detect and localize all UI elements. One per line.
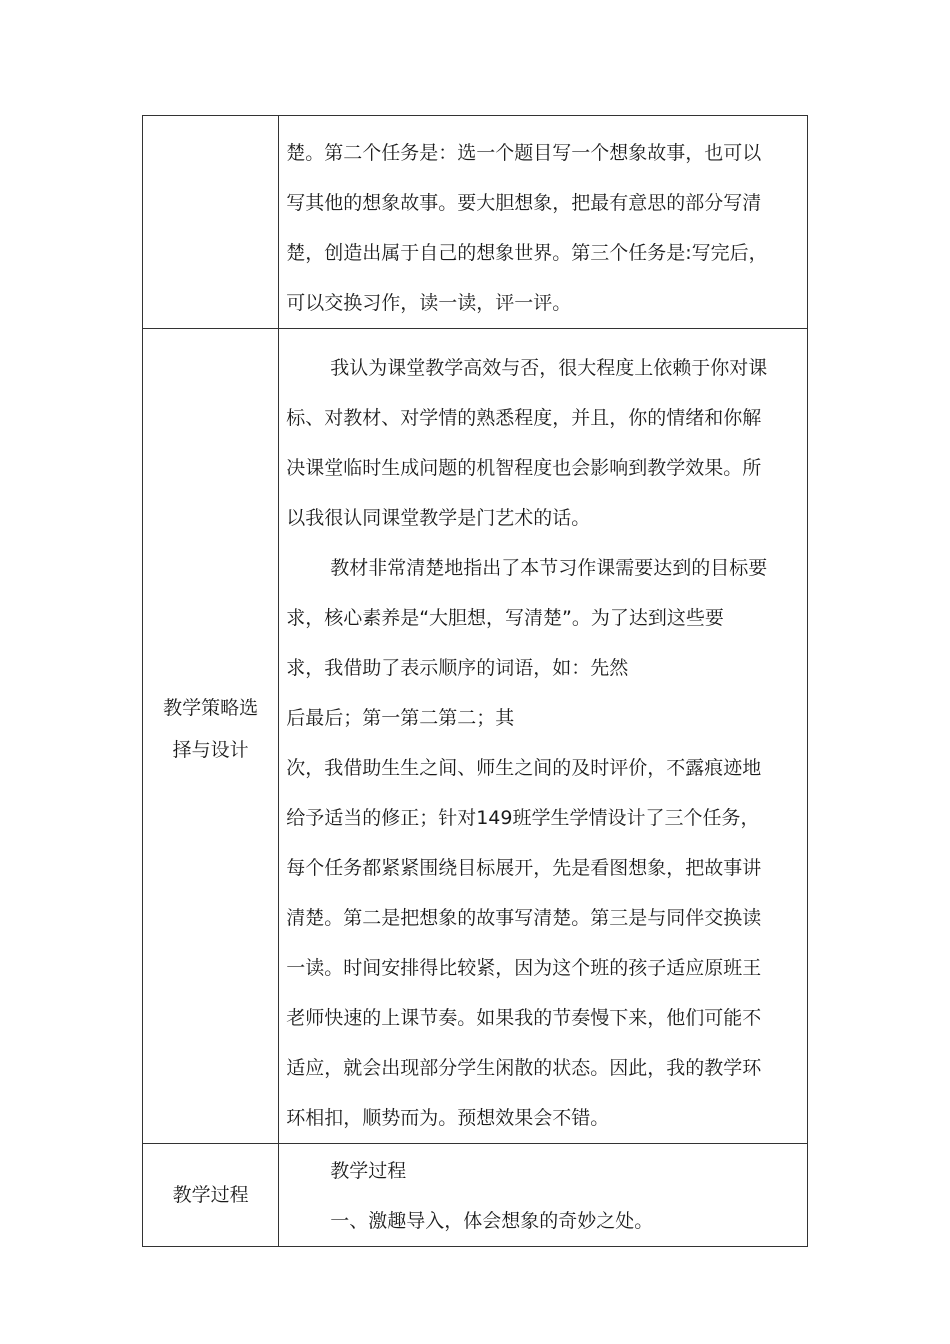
text-line: 求，我借助了表示顺序的词语，如：先然 [286,657,629,679]
text-line: 后最后；第一第二第二；其 [286,707,515,729]
text-line: 一读。时间安排得比较紧，因为这个班的孩子适应原班王 [286,957,762,979]
row-label-process [143,1144,279,1247]
text-line: 清楚。第二是把想象的故事写清楚。第三是与同伴交换读 [286,907,762,929]
text-line: 标、对教材、对学情的熟悉程度，并且，你的情绪和你解 [286,407,762,429]
text-line: 老师快速的上课节奏。如果我的节奏慢下来，他们可能不 [286,1007,762,1029]
label-line: 择与设计 [172,738,249,761]
text-line: 次，我借助生生之间、师生之间的及时评价，不露痕迹地 [286,757,762,779]
paragraph-first-line: 教材非常清楚地指出了本节习作课需要达到的目标要 [330,557,768,579]
table-row [143,116,808,329]
row-content-strategy [279,329,808,1144]
text-line: 给予适当的修正；针对149班学生学情设计了三个任务， [286,807,760,829]
table-row [143,329,808,1144]
text-line: 写其他的想象故事。要大胆想象，把最有意思的部分写清 [286,192,762,214]
text-line: 求，核心素养是“大胆想，写清楚”。为了达到这些要 [286,607,724,629]
section-heading: 教学过程 [330,1160,407,1182]
row-label-empty [143,116,279,329]
text-line: 环相扣，顺势而为。预想效果会不错。 [286,1107,610,1129]
text-line: 可以交换习作，读一读，评一评。 [286,292,572,314]
table-row [143,1144,808,1247]
paragraph-first-line: 我认为课堂教学高效与否，很大程度上依赖于你对课 [330,357,768,379]
text-line: 楚，创造出属于自己的想象世界。第三个任务是:写完后， [286,242,768,264]
lesson-plan-table [142,115,808,1247]
text-line: 适应，就会出现部分学生闲散的状态。因此，我的教学环 [286,1057,762,1079]
text-line: 楚。第二个任务是：选一个题目写一个想象故事，也可以 [286,142,762,164]
section-item: 一、激趣导入，体会想象的奇妙之处。 [330,1210,654,1232]
label-text: 教学过程 [172,1184,249,1206]
row-content-process [279,1144,808,1247]
row-content-task-continuation [279,116,808,329]
text-line: 以我很认同课堂教学是门艺术的话。 [286,507,591,529]
text-line: 决课堂临时生成问题的机智程度也会影响到教学效果。所 [286,457,762,479]
row-label-strategy [143,329,279,1144]
label-line: 教学策略选 [163,696,259,719]
text-line: 每个任务都紧紧围绕目标展开，先是看图想象，把故事讲 [286,857,762,879]
